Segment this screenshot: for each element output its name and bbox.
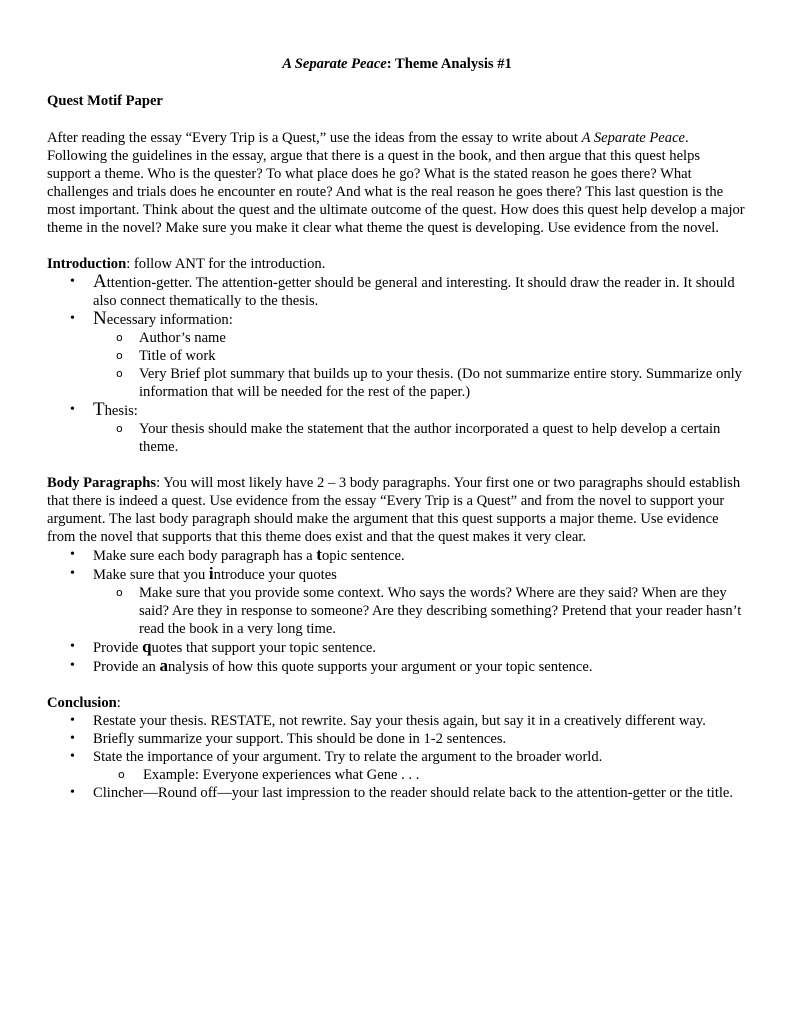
introduction-list <box>47 273 747 456</box>
bullet-glyph: • <box>70 566 75 581</box>
bullet-glyph: • <box>70 731 75 746</box>
ant-letter: A <box>93 271 107 292</box>
tiqa-letter: q <box>142 637 152 656</box>
list-item <box>47 401 747 456</box>
conclusion-section <box>47 694 747 802</box>
conclusion-heading-line <box>47 694 747 712</box>
list-item <box>47 784 747 802</box>
subheading: Quest Motif Paper <box>47 93 163 109</box>
sub-list-item-text: Example: Everyone experiences what Gene . . . <box>143 767 420 783</box>
list-item <box>47 565 747 638</box>
spacer <box>47 676 747 694</box>
sub-list <box>93 584 747 638</box>
document-title <box>47 55 747 73</box>
sub-bullet-glyph: o <box>118 768 125 781</box>
list-item-text-post: nalysis of how this quote supports your argument or your topic sentence. <box>167 659 593 675</box>
list-item <box>47 748 747 784</box>
bullet-glyph: • <box>70 311 75 326</box>
list-item-text-post: ntroduce your quotes <box>213 567 337 583</box>
bullet-glyph: • <box>70 274 75 289</box>
list-item <box>47 546 747 565</box>
list-item-text: Restate your thesis. RESTATE, not rewrite. Say your thesis again, but say it in a creatively different way. <box>93 713 706 729</box>
sub-list <box>93 766 747 784</box>
conclusion-heading-rest: : <box>116 695 121 711</box>
body-paragraphs-text <box>47 474 747 546</box>
sub-bullet-glyph: o <box>116 367 123 380</box>
list-item-text: ttention-getter. The attention-getter should be general and interesting. It should draw the reader in. It should also connect thematically to the thesis. <box>93 275 735 309</box>
introduction-heading: Introduction <box>47 256 127 272</box>
sub-bullet-glyph: o <box>116 331 123 344</box>
sub-list-item-text: Very Brief plot summary that builds up to your thesis. (Do not summarize entire story. Summarize only information that will be needed for the rest of the paper.) <box>139 366 742 400</box>
intro-paragraph <box>47 129 747 237</box>
list-item-text-pre: Provide an <box>93 659 160 675</box>
list-item-text: State the importance of your argument. Try to relate the argument to the broader world. <box>93 749 603 765</box>
list-item <box>47 657 747 676</box>
bullet-glyph: • <box>70 749 75 764</box>
list-item <box>47 712 747 730</box>
bullet-glyph: • <box>70 547 75 562</box>
intro-paragraph-book-name: A Separate Peace <box>581 130 686 146</box>
sub-list-item-text: Make sure that you provide some context. Who says the words? Where are they said? When are they said? Are they in response to someone? Are they describing something? Pretend that your reader hasn’t read the book in a very long time. <box>139 585 742 637</box>
sub-list-item-text: Author’s name <box>139 330 226 346</box>
bullet-glyph: • <box>70 658 75 673</box>
title-rest: : Theme Analysis #1 <box>386 56 512 72</box>
list-item-text-post: uotes that support your topic sentence. <box>151 640 377 656</box>
tiqa-letter: i <box>208 564 214 583</box>
body-paragraphs-description: : You will most likely have 2 – 3 body paragraphs. Your first one or two paragraphs should establish that there is indeed a quest. Use evidence from the essay “Every Trip is a Quest” and from the novel to support your argument. The last body paragraph should make the argument that this quest supports a major theme. Use evidence from the novel that supports that this theme does exist and that the quest makes it very clear. <box>47 475 741 545</box>
list-item <box>47 730 747 748</box>
intro-paragraph-text-2: . Following the guidelines in the essay, argue that there is a quest in the book, and then argue that this quest helps support a theme. Who is the quester? To what place does he go? What is the stated reason he goes there? What challenges and trials does he encounter en route? And what is the real reason he goes there? This last question is the most important. Think about the quest and the ultimate outcome of the quest. How does this quest help develop a major theme in the novel? Make sure you make it clear what theme the quest is developing. Use evidence from the novel. <box>47 130 745 236</box>
list-item <box>47 273 747 310</box>
bullet-glyph: • <box>70 785 75 800</box>
sub-bullet-glyph: o <box>116 586 123 599</box>
body-paragraphs-list <box>47 546 747 676</box>
sub-list-item <box>93 347 747 365</box>
sub-list-item-text: Your thesis should make the statement that the author incorporated a quest to help develop a certain theme. <box>139 421 721 455</box>
bullet-glyph: • <box>70 402 75 417</box>
sub-list <box>93 329 747 401</box>
list-item-text-pre: Make sure each body paragraph has a <box>93 548 317 564</box>
list-item-text: Briefly summarize your support. This should be done in 1-2 sentences. <box>93 731 507 747</box>
introduction-section <box>47 255 747 456</box>
tiqa-letter: t <box>316 545 322 564</box>
sub-list-item <box>93 329 747 347</box>
list-item-text-pre: Make sure that you <box>93 567 209 583</box>
document-page <box>47 55 747 802</box>
introduction-heading-rest: : follow ANT for the introduction. <box>126 256 326 272</box>
conclusion-list <box>47 712 747 802</box>
list-item <box>47 638 747 657</box>
conclusion-heading: Conclusion <box>47 695 117 711</box>
tiqa-letter: a <box>159 656 168 675</box>
sub-list <box>93 420 747 456</box>
sub-list-item <box>93 420 747 456</box>
ant-letter: N <box>93 308 107 329</box>
list-item-text: ecessary information: <box>106 312 233 328</box>
sub-bullet-glyph: o <box>116 422 123 435</box>
ant-letter: T <box>93 399 105 420</box>
list-item-text: Clincher—Round off—your last impression to the reader should relate back to the attention-getter or the title. <box>93 785 734 801</box>
list-item-text-pre: Provide <box>93 640 143 656</box>
sub-list-item-text: Title of work <box>139 348 216 364</box>
spacer <box>47 456 747 474</box>
list-item-text-post: opic sentence. <box>321 548 405 564</box>
list-item <box>47 310 747 401</box>
body-paragraphs-section <box>47 474 747 676</box>
title-book-name: A Separate Peace <box>282 56 387 72</box>
sub-bullet-glyph: o <box>116 349 123 362</box>
sub-list-item <box>93 766 747 784</box>
sub-list-item <box>93 365 747 401</box>
intro-paragraph-text-1: After reading the essay “Every Trip is a Quest,” use the ideas from the essay to write about <box>47 130 582 146</box>
bullet-glyph: • <box>70 639 75 654</box>
introduction-heading-line <box>47 255 747 273</box>
list-item-text: hesis: <box>104 403 138 419</box>
bullet-glyph: • <box>70 713 75 728</box>
sub-list-item <box>93 584 747 638</box>
body-paragraphs-heading: Body Paragraphs <box>47 475 157 491</box>
